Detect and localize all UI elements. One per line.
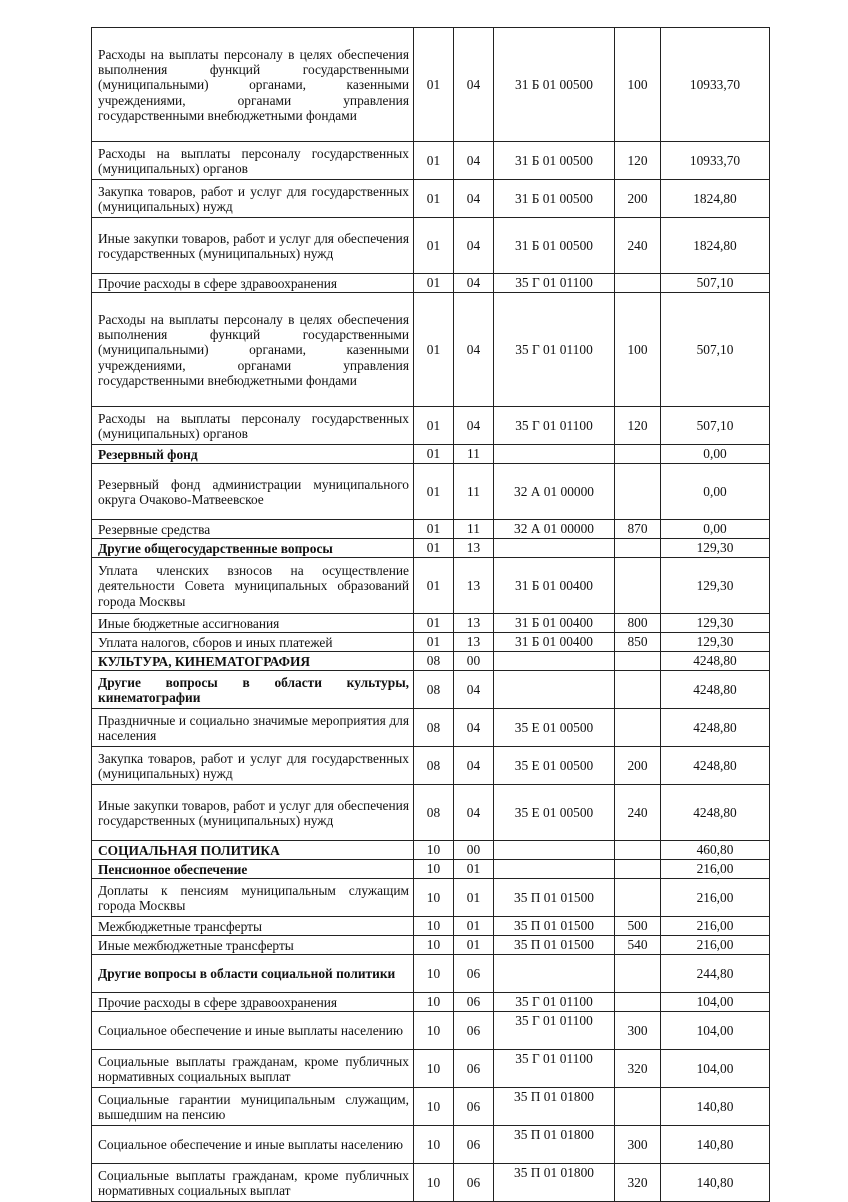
cell-subsection: 04 bbox=[454, 28, 494, 142]
cell-target-article: 35 Г 01 01100 bbox=[494, 293, 615, 407]
cell-expense-type bbox=[615, 464, 661, 520]
cell-section: 01 bbox=[414, 407, 454, 445]
cell-name: Резервные средства bbox=[92, 520, 414, 539]
cell-target-article bbox=[494, 652, 615, 671]
cell-section: 01 bbox=[414, 180, 454, 218]
table-row bbox=[92, 614, 770, 633]
table-row bbox=[92, 652, 770, 671]
cell-section: 01 bbox=[414, 539, 454, 558]
cell-subsection: 06 bbox=[454, 1126, 494, 1164]
cell-subsection: 11 bbox=[454, 464, 494, 520]
cell-target-article bbox=[494, 539, 615, 558]
cell-expense-type bbox=[615, 860, 661, 879]
cell-target-article: 31 Б 01 00500 bbox=[494, 180, 615, 218]
cell-subsection: 13 bbox=[454, 633, 494, 652]
cell-amount: 4248,80 bbox=[661, 785, 770, 841]
cell-expense-type: 800 bbox=[615, 614, 661, 633]
cell-target-article: 35 Г 01 01100 bbox=[494, 274, 615, 293]
cell-section: 08 bbox=[414, 709, 454, 747]
cell-target-article bbox=[494, 841, 615, 860]
cell-subsection: 06 bbox=[454, 1164, 494, 1202]
cell-name: Социальное обеспечение и иные выплаты населению bbox=[92, 1126, 414, 1164]
cell-name: Социальные выплаты гражданам, кроме публичных нормативных социальных выплат bbox=[92, 1050, 414, 1088]
cell-name: Другие общегосударственные вопросы bbox=[92, 539, 414, 558]
cell-name: Социальные выплаты гражданам, кроме публичных нормативных социальных выплат bbox=[92, 1164, 414, 1202]
cell-target-article: 31 Б 01 00500 bbox=[494, 142, 615, 180]
cell-amount: 4248,80 bbox=[661, 747, 770, 785]
cell-expense-type bbox=[615, 558, 661, 614]
cell-expense-type bbox=[615, 879, 661, 917]
cell-amount: 507,10 bbox=[661, 274, 770, 293]
cell-section: 08 bbox=[414, 652, 454, 671]
cell-name: Закупка товаров, работ и услуг для государственных (муниципальных) нужд bbox=[92, 747, 414, 785]
cell-target-article: 32 А 01 00000 bbox=[494, 464, 615, 520]
cell-target-article: 35 Г 01 01100 bbox=[494, 1012, 615, 1050]
budget-table bbox=[91, 27, 770, 1202]
cell-expense-type bbox=[615, 1088, 661, 1126]
cell-subsection: 04 bbox=[454, 785, 494, 841]
cell-amount: 104,00 bbox=[661, 993, 770, 1012]
table-row bbox=[92, 28, 770, 142]
cell-section: 10 bbox=[414, 1050, 454, 1088]
cell-subsection: 06 bbox=[454, 1050, 494, 1088]
cell-amount: 244,80 bbox=[661, 955, 770, 993]
cell-name: Прочие расходы в сфере здравоохранения bbox=[92, 993, 414, 1012]
cell-section: 01 bbox=[414, 614, 454, 633]
cell-subsection: 04 bbox=[454, 747, 494, 785]
cell-amount: 216,00 bbox=[661, 879, 770, 917]
cell-section: 10 bbox=[414, 841, 454, 860]
cell-expense-type: 240 bbox=[615, 785, 661, 841]
cell-name: Социальное обеспечение и иные выплаты населению bbox=[92, 1012, 414, 1050]
cell-section: 10 bbox=[414, 1126, 454, 1164]
cell-expense-type: 120 bbox=[615, 142, 661, 180]
cell-expense-type bbox=[615, 709, 661, 747]
cell-subsection: 00 bbox=[454, 652, 494, 671]
cell-subsection: 04 bbox=[454, 274, 494, 293]
cell-section: 01 bbox=[414, 218, 454, 274]
cell-amount: 10933,70 bbox=[661, 142, 770, 180]
cell-amount: 129,30 bbox=[661, 539, 770, 558]
cell-target-article: 35 Е 01 00500 bbox=[494, 785, 615, 841]
cell-amount: 140,80 bbox=[661, 1088, 770, 1126]
cell-section: 01 bbox=[414, 142, 454, 180]
table-row bbox=[92, 709, 770, 747]
table-row bbox=[92, 1088, 770, 1126]
cell-amount: 1824,80 bbox=[661, 218, 770, 274]
table-row bbox=[92, 445, 770, 464]
table-row bbox=[92, 274, 770, 293]
table-row bbox=[92, 407, 770, 445]
cell-subsection: 01 bbox=[454, 936, 494, 955]
table-row bbox=[92, 464, 770, 520]
table-row bbox=[92, 1164, 770, 1202]
cell-target-article bbox=[494, 860, 615, 879]
cell-subsection: 13 bbox=[454, 558, 494, 614]
cell-name: Другие вопросы в области социальной политики bbox=[92, 955, 414, 993]
cell-section: 01 bbox=[414, 445, 454, 464]
table-row bbox=[92, 917, 770, 936]
cell-section: 01 bbox=[414, 28, 454, 142]
cell-amount: 507,10 bbox=[661, 407, 770, 445]
cell-target-article: 31 Б 01 00400 bbox=[494, 633, 615, 652]
cell-name: Праздничные и социально значимые мероприятия для населения bbox=[92, 709, 414, 747]
cell-amount: 460,80 bbox=[661, 841, 770, 860]
cell-target-article bbox=[494, 671, 615, 709]
cell-target-article: 31 Б 01 00500 bbox=[494, 218, 615, 274]
cell-expense-type: 320 bbox=[615, 1164, 661, 1202]
cell-name: СОЦИАЛЬНАЯ ПОЛИТИКА bbox=[92, 841, 414, 860]
cell-target-article: 35 П 01 01500 bbox=[494, 936, 615, 955]
table-row bbox=[92, 1012, 770, 1050]
cell-name: Уплата налогов, сборов и иных платежей bbox=[92, 633, 414, 652]
cell-name: Иные бюджетные ассигнования bbox=[92, 614, 414, 633]
table-row bbox=[92, 180, 770, 218]
cell-target-article: 35 Е 01 00500 bbox=[494, 709, 615, 747]
table-row bbox=[92, 142, 770, 180]
cell-expense-type bbox=[615, 993, 661, 1012]
cell-expense-type bbox=[615, 671, 661, 709]
cell-target-article: 35 Г 01 01100 bbox=[494, 1050, 615, 1088]
cell-amount: 4248,80 bbox=[661, 652, 770, 671]
cell-name: Иные закупки товаров, работ и услуг для обеспечения государственных (муниципальных) нужд bbox=[92, 218, 414, 274]
cell-amount: 10933,70 bbox=[661, 28, 770, 142]
cell-amount: 216,00 bbox=[661, 936, 770, 955]
cell-section: 10 bbox=[414, 955, 454, 993]
cell-name: Межбюджетные трансферты bbox=[92, 917, 414, 936]
cell-expense-type bbox=[615, 445, 661, 464]
cell-amount: 0,00 bbox=[661, 520, 770, 539]
cell-subsection: 04 bbox=[454, 218, 494, 274]
cell-expense-type bbox=[615, 841, 661, 860]
cell-subsection: 01 bbox=[454, 917, 494, 936]
cell-target-article: 35 П 01 01800 bbox=[494, 1126, 615, 1164]
cell-target-article: 31 Б 01 00400 bbox=[494, 558, 615, 614]
cell-expense-type: 100 bbox=[615, 28, 661, 142]
cell-expense-type bbox=[615, 652, 661, 671]
cell-subsection: 11 bbox=[454, 520, 494, 539]
table-row bbox=[92, 218, 770, 274]
table-row bbox=[92, 993, 770, 1012]
cell-subsection: 04 bbox=[454, 142, 494, 180]
cell-expense-type bbox=[615, 955, 661, 993]
cell-subsection: 04 bbox=[454, 407, 494, 445]
table-row bbox=[92, 879, 770, 917]
cell-amount: 216,00 bbox=[661, 860, 770, 879]
cell-name: Закупка товаров, работ и услуг для государственных (муниципальных) нужд bbox=[92, 180, 414, 218]
cell-subsection: 06 bbox=[454, 1012, 494, 1050]
cell-section: 01 bbox=[414, 464, 454, 520]
cell-amount: 129,30 bbox=[661, 633, 770, 652]
cell-name: Пенсионное обеспечение bbox=[92, 860, 414, 879]
cell-subsection: 04 bbox=[454, 180, 494, 218]
table-row bbox=[92, 785, 770, 841]
cell-name: Доплаты к пенсиям муниципальным служащим города Москвы bbox=[92, 879, 414, 917]
cell-name: Расходы на выплаты персоналу государственных (муниципальных) органов bbox=[92, 142, 414, 180]
cell-section: 10 bbox=[414, 879, 454, 917]
cell-name: Другие вопросы в области культуры, кинематографии bbox=[92, 671, 414, 709]
cell-name: Расходы на выплаты персоналу государственных (муниципальных) органов bbox=[92, 407, 414, 445]
cell-amount: 140,80 bbox=[661, 1164, 770, 1202]
cell-amount: 1824,80 bbox=[661, 180, 770, 218]
table-body bbox=[92, 28, 770, 1202]
cell-section: 10 bbox=[414, 860, 454, 879]
table-row bbox=[92, 671, 770, 709]
cell-target-article bbox=[494, 955, 615, 993]
cell-section: 08 bbox=[414, 747, 454, 785]
cell-name: КУЛЬТУРА, КИНЕМАТОГРАФИЯ bbox=[92, 652, 414, 671]
cell-subsection: 01 bbox=[454, 860, 494, 879]
cell-target-article: 31 Б 01 00400 bbox=[494, 614, 615, 633]
cell-expense-type: 200 bbox=[615, 747, 661, 785]
cell-target-article: 35 П 01 01500 bbox=[494, 917, 615, 936]
cell-expense-type: 850 bbox=[615, 633, 661, 652]
cell-subsection: 11 bbox=[454, 445, 494, 464]
cell-section: 08 bbox=[414, 785, 454, 841]
cell-amount: 4248,80 bbox=[661, 709, 770, 747]
table-row bbox=[92, 936, 770, 955]
cell-target-article: 32 А 01 00000 bbox=[494, 520, 615, 539]
cell-name: Расходы на выплаты персоналу в целях обеспечения выполнения функций государственными (муниципальными) органами, казенными учреждениями, органами управления государственными внебюджетными фондами bbox=[92, 293, 414, 407]
table-row bbox=[92, 860, 770, 879]
cell-name: Резервный фонд bbox=[92, 445, 414, 464]
table-row bbox=[92, 841, 770, 860]
cell-target-article: 35 Е 01 00500 bbox=[494, 747, 615, 785]
cell-name: Иные закупки товаров, работ и услуг для обеспечения государственных (муниципальных) нужд bbox=[92, 785, 414, 841]
cell-subsection: 06 bbox=[454, 993, 494, 1012]
cell-expense-type: 540 bbox=[615, 936, 661, 955]
cell-amount: 129,30 bbox=[661, 614, 770, 633]
cell-name: Резервный фонд администрации муниципального округа Очаково-Матвеевское bbox=[92, 464, 414, 520]
cell-section: 08 bbox=[414, 671, 454, 709]
cell-expense-type bbox=[615, 274, 661, 293]
cell-section: 01 bbox=[414, 558, 454, 614]
cell-target-article: 35 П 01 01500 bbox=[494, 879, 615, 917]
cell-section: 10 bbox=[414, 1012, 454, 1050]
cell-target-article: 35 Г 01 01100 bbox=[494, 407, 615, 445]
cell-amount: 140,80 bbox=[661, 1126, 770, 1164]
cell-subsection: 04 bbox=[454, 293, 494, 407]
cell-subsection: 13 bbox=[454, 614, 494, 633]
cell-section: 10 bbox=[414, 1164, 454, 1202]
cell-amount: 104,00 bbox=[661, 1050, 770, 1088]
cell-expense-type: 200 bbox=[615, 180, 661, 218]
cell-subsection: 06 bbox=[454, 955, 494, 993]
cell-section: 10 bbox=[414, 993, 454, 1012]
cell-amount: 129,30 bbox=[661, 558, 770, 614]
table-row bbox=[92, 633, 770, 652]
cell-subsection: 04 bbox=[454, 709, 494, 747]
cell-section: 01 bbox=[414, 520, 454, 539]
table-row bbox=[92, 747, 770, 785]
table-row bbox=[92, 558, 770, 614]
cell-amount: 0,00 bbox=[661, 464, 770, 520]
cell-name: Иные межбюджетные трансферты bbox=[92, 936, 414, 955]
cell-expense-type: 240 bbox=[615, 218, 661, 274]
cell-expense-type: 870 bbox=[615, 520, 661, 539]
cell-section: 10 bbox=[414, 936, 454, 955]
cell-expense-type: 320 bbox=[615, 1050, 661, 1088]
cell-amount: 507,10 bbox=[661, 293, 770, 407]
cell-expense-type: 100 bbox=[615, 293, 661, 407]
cell-target-article bbox=[494, 445, 615, 464]
cell-expense-type: 300 bbox=[615, 1012, 661, 1050]
cell-subsection: 04 bbox=[454, 671, 494, 709]
table-row bbox=[92, 955, 770, 993]
cell-amount: 104,00 bbox=[661, 1012, 770, 1050]
cell-section: 01 bbox=[414, 293, 454, 407]
cell-name: Уплата членских взносов на осуществление деятельности Совета муниципальных образований города Москвы bbox=[92, 558, 414, 614]
cell-section: 10 bbox=[414, 917, 454, 936]
cell-section: 01 bbox=[414, 274, 454, 293]
table-row bbox=[92, 1050, 770, 1088]
cell-amount: 216,00 bbox=[661, 917, 770, 936]
cell-subsection: 00 bbox=[454, 841, 494, 860]
table-row bbox=[92, 293, 770, 407]
cell-amount: 0,00 bbox=[661, 445, 770, 464]
cell-subsection: 06 bbox=[454, 1088, 494, 1126]
cell-target-article: 31 Б 01 00500 bbox=[494, 28, 615, 142]
table-row bbox=[92, 539, 770, 558]
cell-expense-type: 300 bbox=[615, 1126, 661, 1164]
cell-name: Расходы на выплаты персоналу в целях обеспечения выполнения функций государственными (муниципальными) органами, казенными учреждениями, органами управления государственными внебюджетными фондами bbox=[92, 28, 414, 142]
cell-target-article: 35 Г 01 01100 bbox=[494, 993, 615, 1012]
table-row bbox=[92, 1126, 770, 1164]
cell-target-article: 35 П 01 01800 bbox=[494, 1164, 615, 1202]
cell-amount: 4248,80 bbox=[661, 671, 770, 709]
cell-section: 01 bbox=[414, 633, 454, 652]
cell-expense-type: 500 bbox=[615, 917, 661, 936]
cell-subsection: 13 bbox=[454, 539, 494, 558]
cell-expense-type: 120 bbox=[615, 407, 661, 445]
cell-section: 10 bbox=[414, 1088, 454, 1126]
cell-name: Социальные гарантии муниципальным служащим, вышедшим на пенсию bbox=[92, 1088, 414, 1126]
table-row bbox=[92, 520, 770, 539]
cell-name: Прочие расходы в сфере здравоохранения bbox=[92, 274, 414, 293]
cell-expense-type bbox=[615, 539, 661, 558]
cell-target-article: 35 П 01 01800 bbox=[494, 1088, 615, 1126]
cell-subsection: 01 bbox=[454, 879, 494, 917]
